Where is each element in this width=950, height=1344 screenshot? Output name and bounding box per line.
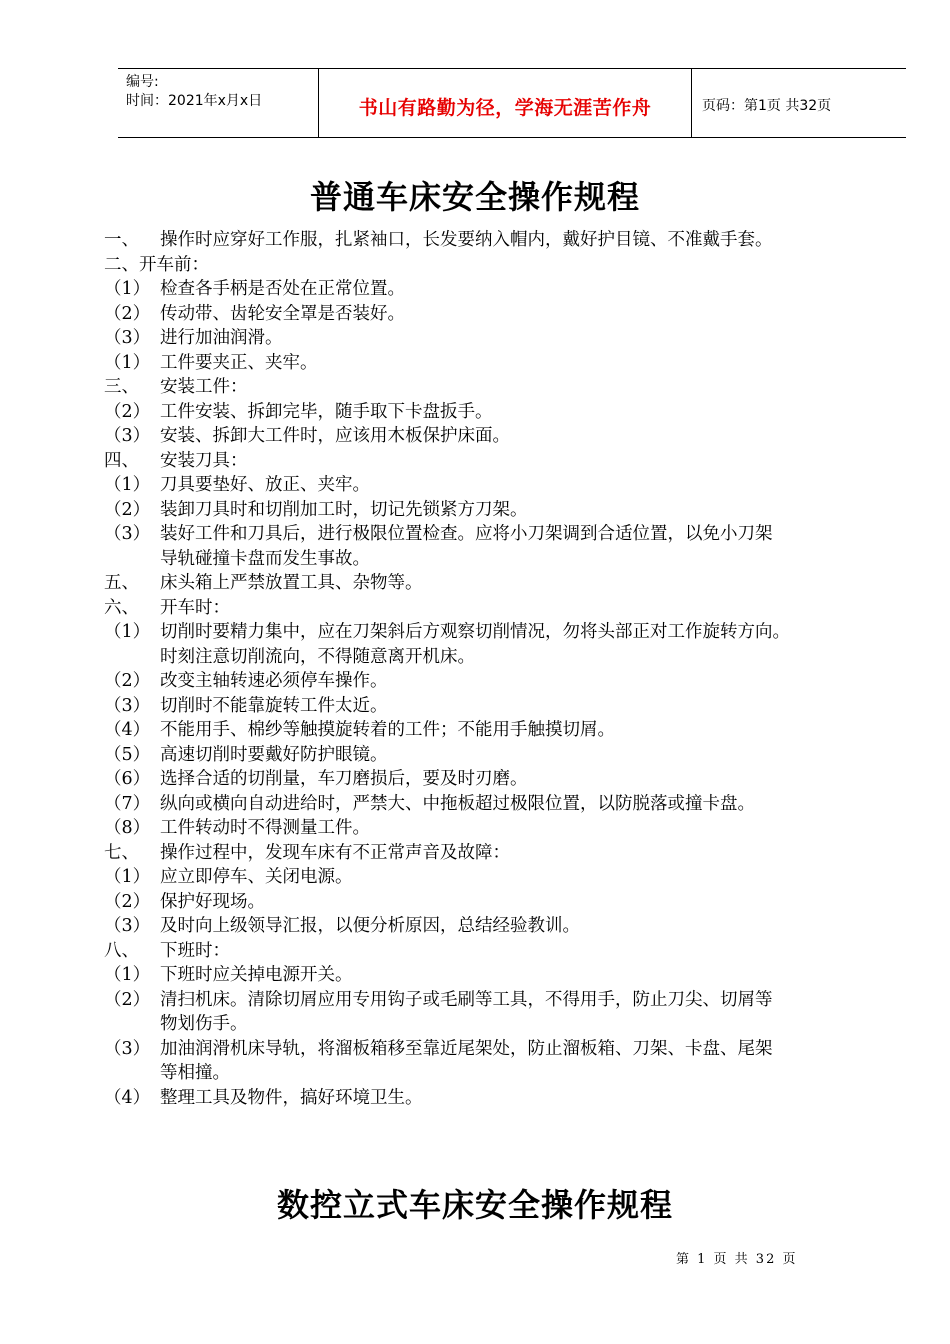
procedure-line bbox=[104, 694, 934, 719]
item-text: 工件转动时不得测量工件。 bbox=[160, 818, 370, 838]
item-number: 四、 bbox=[104, 450, 139, 471]
next-document-title: 数控立式车床安全操作规程 bbox=[276, 1186, 673, 1224]
item-text: 下班时： bbox=[160, 940, 230, 961]
procedure-line bbox=[104, 228, 934, 253]
item-number: （3） bbox=[104, 1038, 151, 1059]
item-text: 装卸刀具时和切削加工时，切记先锁紧方刀架。 bbox=[160, 499, 528, 520]
item-number: 三、 bbox=[104, 377, 139, 397]
item-text: 应立即停车、关闭电源。 bbox=[160, 867, 353, 887]
item-number: 一、 bbox=[104, 230, 139, 250]
item-number: （3） bbox=[104, 426, 151, 446]
procedure-line bbox=[104, 645, 934, 670]
item-number: （4） bbox=[104, 720, 151, 740]
item-text: 装好工件和刀具后，进行极限位置检查。应将小刀架调到合适位置，以免小刀架 bbox=[160, 524, 773, 544]
document-title: 普通车床安全操作规程 bbox=[309, 178, 640, 216]
procedure-line bbox=[104, 1012, 934, 1037]
header-page-cell bbox=[692, 69, 906, 137]
procedure-line bbox=[104, 277, 934, 302]
item-number: 七、 bbox=[104, 842, 139, 863]
item-number: （4） bbox=[104, 1087, 151, 1108]
procedure-line bbox=[104, 400, 934, 425]
procedure-line bbox=[104, 743, 934, 768]
item-number: （3） bbox=[104, 328, 151, 348]
procedure-line bbox=[104, 326, 934, 351]
procedure-line bbox=[104, 1061, 934, 1086]
item-number: （2） bbox=[104, 401, 151, 422]
item-text: 床头箱上严禁放置工具、杂物等。 bbox=[160, 573, 423, 593]
item-number: 八、 bbox=[104, 940, 139, 961]
page-header bbox=[118, 68, 906, 138]
item-text: 改变主轴转速必须停车操作。 bbox=[160, 671, 388, 691]
procedure-line bbox=[104, 253, 934, 278]
item-number: （7） bbox=[104, 793, 151, 814]
item-text: 及时向上级领导汇报，以便分析原因，总结经验教训。 bbox=[160, 916, 580, 936]
procedure-line bbox=[104, 522, 934, 547]
page-info: 页码：第1页 共32页 bbox=[702, 98, 832, 114]
number-label: 编号: bbox=[126, 74, 159, 90]
item-number: （8） bbox=[104, 818, 151, 838]
procedure-line bbox=[104, 424, 934, 449]
item-number: （1） bbox=[104, 965, 151, 985]
item-number: （2） bbox=[104, 989, 151, 1010]
item-number: （2） bbox=[104, 303, 151, 324]
item-text: 清扫机床。清除切屑应用专用钩子或毛刷等工具，不得用手，防止刀尖、切屑等 bbox=[160, 989, 773, 1010]
item-number: （2） bbox=[104, 671, 151, 691]
header-meta-cell bbox=[118, 69, 318, 137]
item-text: 时刻注意切削流向，不得随意离开机床。 bbox=[160, 646, 475, 667]
item-number: （1） bbox=[104, 622, 151, 642]
procedure-line bbox=[104, 963, 934, 988]
procedure-line bbox=[104, 767, 934, 792]
procedure-line bbox=[104, 792, 934, 817]
item-number: 五、 bbox=[104, 573, 139, 593]
item-number: 六、 bbox=[104, 597, 139, 618]
procedure-line bbox=[104, 669, 934, 694]
item-text: 物划伤手。 bbox=[160, 1014, 248, 1034]
procedure-line bbox=[104, 351, 934, 376]
item-text: 整理工具及物件，搞好环境卫生。 bbox=[160, 1087, 423, 1108]
item-text: 下班时应关掉电源开关。 bbox=[160, 965, 353, 985]
item-text: 二、开车前： bbox=[104, 254, 209, 275]
item-text: 等相撞。 bbox=[160, 1063, 230, 1083]
procedure-line bbox=[104, 914, 934, 939]
header-motto-cell bbox=[318, 69, 692, 137]
item-text: 不能用手、棉纱等触摸旋转着的工件；不能用手触摸切屑。 bbox=[160, 720, 615, 740]
item-number: （2） bbox=[104, 499, 151, 520]
item-number: （5） bbox=[104, 744, 151, 765]
item-text: 操作时应穿好工作服，扎紧袖口，长发要纳入帽内，戴好护目镜、不准戴手套。 bbox=[160, 230, 773, 250]
procedure-line bbox=[104, 375, 934, 400]
procedure-line bbox=[104, 988, 934, 1013]
procedure-line bbox=[104, 473, 934, 498]
item-text: 刀具要垫好、放正、夹牢。 bbox=[160, 475, 370, 495]
motto: 书山有路勤为径，学海无涯苦作舟 bbox=[358, 97, 652, 119]
procedure-line bbox=[104, 547, 934, 572]
item-text: 加油润滑机床导轨，将溜板箱移至靠近尾架处，防止溜板箱、刀架、卡盘、尾架 bbox=[160, 1038, 773, 1059]
item-number: （3） bbox=[104, 695, 151, 716]
item-text: 安装、拆卸大工件时，应该用木板保护床面。 bbox=[160, 426, 510, 446]
procedure-line bbox=[104, 939, 934, 964]
item-text: 切削时不能靠旋转工件太近。 bbox=[160, 695, 388, 716]
time-label: 时间：2021年x月x日 bbox=[126, 93, 263, 109]
item-text: 操作过程中，发现车床有不正常声音及故障： bbox=[160, 842, 510, 863]
procedure-list bbox=[104, 228, 934, 1110]
item-text: 检查各手柄是否处在正常位置。 bbox=[160, 279, 405, 299]
procedure-line bbox=[104, 865, 934, 890]
item-text: 保护好现场。 bbox=[160, 891, 265, 912]
page-footer: 第 1 页 共 32 页 bbox=[676, 1252, 798, 1267]
item-text: 纵向或横向自动进给时，严禁大、中拖板超过极限位置，以防脱落或撞卡盘。 bbox=[160, 793, 755, 814]
procedure-line bbox=[104, 1037, 934, 1062]
item-number: （1） bbox=[104, 352, 151, 373]
procedure-line bbox=[104, 1086, 934, 1111]
item-text: 进行加油润滑。 bbox=[160, 328, 283, 348]
item-text: 安装刀具： bbox=[160, 450, 248, 471]
procedure-line bbox=[104, 498, 934, 523]
procedure-line bbox=[104, 302, 934, 327]
item-text: 切削时要精力集中，应在刀架斜后方观察切削情况，勿将头部正对工作旋转方向。 bbox=[160, 622, 790, 642]
item-text: 安装工件： bbox=[160, 377, 248, 397]
item-text: 工件要夹正、夹牢。 bbox=[160, 352, 318, 373]
procedure-line bbox=[104, 816, 934, 841]
item-number: （1） bbox=[104, 279, 151, 299]
procedure-line bbox=[104, 620, 934, 645]
procedure-line bbox=[104, 596, 934, 621]
procedure-line bbox=[104, 890, 934, 915]
procedure-line bbox=[104, 571, 934, 596]
item-text: 传动带、齿轮安全罩是否装好。 bbox=[160, 303, 405, 324]
item-text: 开车时： bbox=[160, 597, 230, 618]
item-number: （2） bbox=[104, 891, 151, 912]
item-text: 导轨碰撞卡盘而发生事故。 bbox=[160, 548, 370, 569]
procedure-line bbox=[104, 718, 934, 743]
item-number: （6） bbox=[104, 769, 151, 789]
item-text: 工件安装、拆卸完毕，随手取下卡盘扳手。 bbox=[160, 401, 493, 422]
item-number: （1） bbox=[104, 867, 151, 887]
item-number: （3） bbox=[104, 524, 151, 544]
procedure-line bbox=[104, 449, 934, 474]
item-number: （3） bbox=[104, 916, 151, 936]
procedure-line bbox=[104, 841, 934, 866]
item-text: 高速切削时要戴好防护眼镜。 bbox=[160, 744, 388, 765]
item-text: 选择合适的切削量，车刀磨损后，要及时刃磨。 bbox=[160, 769, 528, 789]
item-number: （1） bbox=[104, 475, 151, 495]
